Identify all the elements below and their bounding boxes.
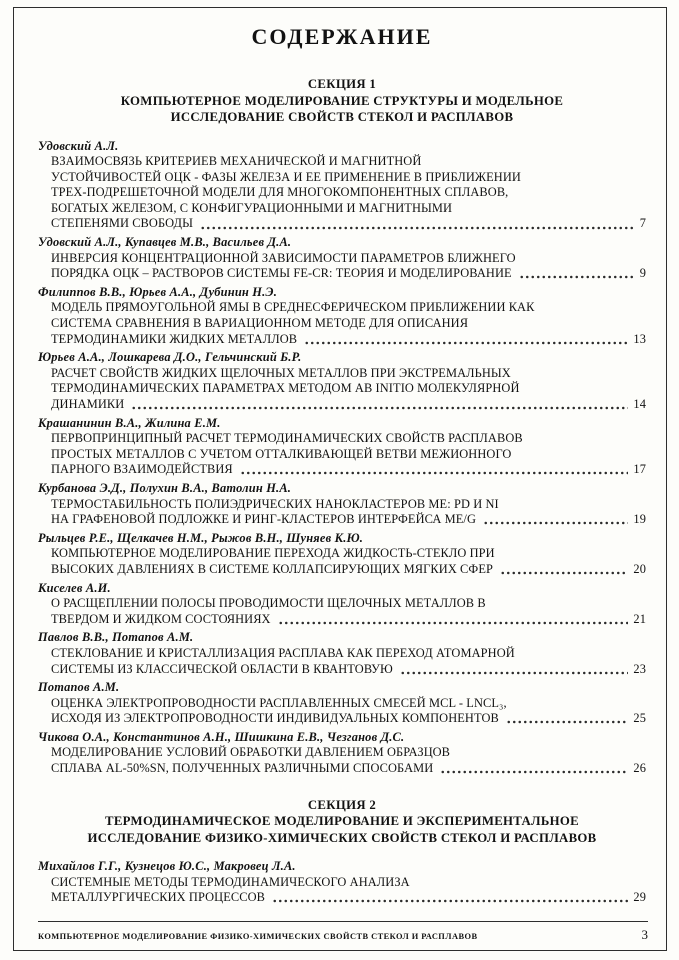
entry-title-text: УСТОЙЧИВОСТЕЙ ОЦК - ФАЗЫ ЖЕЛЕЗА И ЕЕ ПРИМЕНЕНИЕ В ПРИБЛИЖЕНИИ: [51, 169, 521, 184]
entry-authors: Михайлов Г.Г., Кузнецов Ю.С., Макровец Л.А.: [38, 859, 296, 874]
footer-page-number: 3: [641, 927, 648, 942]
dot-leader: [440, 770, 628, 774]
page-title: СОДЕРЖАНИЕ: [251, 24, 433, 49]
dot-leader: [506, 720, 629, 724]
entry-authors: Рыльцев Р.Е., Щелкачев Н.М., Рыжов В.Н., Шуняев К.Ю.: [38, 530, 364, 545]
dot-leader: [500, 571, 628, 575]
entry-page-number: 14: [633, 397, 646, 411]
entry-title-text: ВЗАИМОСВЯЗЬ КРИТЕРИЕВ МЕХАНИЧЕСКОЙ И МАГНИТНОЙ: [51, 154, 422, 169]
section-label: СЕКЦИЯ 2: [307, 797, 377, 812]
entry-title-text: КОМПЬЮТЕРНОЕ МОДЕЛИРОВАНИЕ ПЕРЕХОДА ЖИДКОСТЬ-СТЕКЛО ПРИ: [51, 546, 495, 561]
dot-leader: [131, 406, 628, 410]
entry-title-line: [38, 251, 646, 267]
entry-authors: Павлов В.В., Потапов А.М.: [38, 630, 194, 645]
entry-title-line: [38, 512, 646, 528]
entry-title-line: [38, 154, 646, 170]
entry-page-number: 25: [633, 711, 646, 726]
entry-title-text: ИСХОДЯ ИЗ ЭЛЕКТРОПРОВОДНОСТИ ИНДИВИДУАЛЬНЫХ КОМПОНЕНТОВ: [51, 711, 499, 726]
entry-authors: Потапов А.М.: [38, 680, 120, 695]
entry-title-line: [38, 696, 646, 712]
entry-title-text: МОДЕЛЬ ПРЯМОУГОЛЬНОЙ ЯМЫ В СРЕДНЕСФЕРИЧЕСКОМ ПРИБЛИЖЕНИИ КАК: [51, 300, 535, 315]
entry-title-text: ПОРЯДКА ОЦК – РАСТВОРОВ СИСТЕМЫ FE-CR: ТЕОРИЯ И МОДЕЛИРОВАНИЕ: [51, 266, 512, 281]
entry-title-line: [38, 890, 646, 906]
entry-title-line: [38, 185, 646, 201]
toc-section: [38, 797, 646, 906]
entry-title-text: СТЕПЕНЯМИ СВОБОДЫ: [51, 216, 193, 231]
entry-title-line: [38, 711, 646, 727]
entry-title-text: НА ГРАФЕНОВОЙ ПОДЛОЖКЕ И РИНГ-КЛАСТЕРОВ ИНТЕРФЕЙСА ME/G: [51, 512, 477, 527]
entry-title-line: [38, 761, 646, 777]
dot-leader: [240, 471, 629, 475]
toc-entry: [38, 680, 646, 727]
entry-title-text: СИСТЕМА СРАВНЕНИЯ В ВАРИАЦИОННОМ МЕТОДЕ ДЛЯ ОПИСАНИЯ: [51, 316, 469, 331]
entry-page-number: 23: [633, 661, 646, 676]
entry-title-line: [38, 431, 646, 447]
entry-title-line: [38, 875, 646, 891]
toc-entry: [38, 350, 646, 412]
section-entries: [38, 139, 646, 777]
entry-page-number: 20: [633, 561, 646, 576]
entry-title-line: [38, 546, 646, 562]
dot-leader: [200, 226, 635, 230]
entry-page-number: 19: [633, 512, 646, 527]
toc-entry: [38, 139, 646, 233]
entry-authors: Юрьев А.А., Лошкарева Д.О., Гельчинский Б.Р.: [38, 350, 302, 365]
entry-title-text: СТЕКЛОВАНИЕ И КРИСТАЛЛИЗАЦИЯ РАСПЛАВА КАК ПЕРЕХОД АТОМАРНОЙ: [51, 645, 515, 660]
entry-title-text: ТЕРМОСТАБИЛЬНОСТЬ ПОЛИЭДРИЧЕСКИХ НАНОКЛАСТЕРОВ ME: PD И NI: [51, 496, 499, 511]
entry-page-number: 9: [639, 266, 646, 281]
entry-title-text: ПАРНОГО ВЗАИМОДЕЙСТВИЯ: [51, 462, 233, 477]
toc-entry: [38, 235, 646, 282]
entry-title-line: [38, 662, 646, 678]
entry-authors: Филиппов В.В., Юрьев А.А., Дубинин Н.Э.: [38, 284, 277, 299]
toc-entry: [38, 481, 646, 528]
entry-page-number: 13: [633, 331, 646, 346]
entry-title-text: МОДЕЛИРОВАНИЕ УСЛОВИЙ ОБРАБОТКИ ДАВЛЕНИЕМ ОБРАЗЦОВ: [51, 745, 451, 760]
entry-title-line: [38, 612, 646, 628]
entry-title-line: [38, 201, 646, 217]
entry-title-text: ТВЕРДОМ И ЖИДКОМ СОСТОЯНИЯХ: [51, 611, 271, 626]
entry-title-text: ТЕРМОДИНАМИКИ ЖИДКИХ МЕТАЛЛОВ: [51, 331, 298, 346]
entry-title-text: СИСТЕМЫ ИЗ КЛАССИЧЕСКОЙ ОБЛАСТИ В КВАНТОВУЮ: [51, 661, 393, 676]
entry-title-line: [38, 497, 646, 513]
entry-title-text: ДИНАМИКИ: [51, 397, 125, 411]
entry-page-number: 21: [633, 611, 646, 626]
entry-title-line: [38, 300, 646, 316]
toc-entry: [38, 730, 646, 777]
entry-authors: Удовский А.Л., Купавцев М.В., Васильев Д.А.: [38, 235, 292, 250]
entry-page-number: 17: [633, 462, 646, 477]
entry-title-line: [38, 397, 646, 413]
toc-entry: [38, 581, 646, 628]
entry-title-line: [38, 381, 646, 397]
entry-authors: Чикова О.А., Константинов А.Н., Шишкина Е.В., Чезганов Д.С.: [38, 729, 405, 744]
toc-sections: [38, 76, 646, 906]
entry-title-text: О РАСЩЕПЛЕНИИ ПОЛОСЫ ПРОВОДИМОСТИ ЩЕЛОЧНЫХ МЕТАЛЛОВ В: [51, 596, 486, 611]
entry-title-line: [38, 366, 646, 382]
dot-leader: [483, 521, 628, 525]
entry-title-text: ИНВЕРСИЯ КОНЦЕНТРАЦИОННОЙ ЗАВИСИМОСТИ ПАРАМЕТРОВ БЛИЖНЕГО: [51, 250, 516, 265]
toc-entry: [38, 285, 646, 347]
entry-title-line: [38, 170, 646, 186]
entry-title-line: [38, 745, 646, 761]
dot-leader: [400, 671, 629, 675]
entry-title-line: [38, 646, 646, 662]
toc-section: [38, 76, 646, 777]
section-title: [38, 93, 646, 126]
entry-authors: Удовский А.Л.: [38, 138, 119, 153]
section-title-line: ИССЛЕДОВАНИЕ СВОЙСТВ СТЕКОЛ И РАСПЛАВОВ: [170, 110, 514, 124]
entry-title-line: [38, 266, 646, 282]
entry-title-line: [38, 462, 646, 478]
entry-page-number: 29: [633, 890, 646, 905]
entry-title-text: ПЕРВОПРИНЦИПНЫЙ РАСЧЕТ ТЕРМОДИНАМИЧЕСКИХ СВОЙСТВ РАСПЛАВОВ: [51, 431, 523, 446]
toc-entry: [38, 416, 646, 478]
entry-title-line: [38, 596, 646, 612]
entry-title-text: ПРОСТЫХ МЕТАЛЛОВ С УЧЕТОМ ОТТАЛКИВАЮЩЕЙ ВЕТВИ МЕЖИОННОГО: [51, 446, 512, 461]
entry-title-line: [38, 316, 646, 332]
section-title-line: ИССЛЕДОВАНИЕ ФИЗИКО-ХИМИЧЕСКИХ СВОЙСТВ СТЕКОЛ И РАСПЛАВОВ: [87, 830, 597, 845]
entry-title-text: БОГАТЫХ ЖЕЛЕЗОМ, С КОНФИГУРАЦИОННЫМИ И МАГНИТНЫМИ: [51, 200, 453, 215]
entry-title-text: РАСЧЕТ СВОЙСТВ ЖИДКИХ ЩЕЛОЧНЫХ МЕТАЛЛОВ ПРИ ЭКСТРЕМАЛЬНЫХ: [51, 365, 511, 380]
dot-leader: [272, 899, 628, 903]
footer-running-title: КОМПЬЮТЕРНОЕ МОДЕЛИРОВАНИЕ ФИЗИКО-ХИМИЧЕСКИХ СВОЙСТВ СТЕКОЛ И РАСПЛАВОВ: [38, 932, 478, 941]
entry-authors: Киселев А.И.: [38, 580, 111, 595]
entry-title-text: ВЫСОКИХ ДАВЛЕНИЯХ В СИСТЕМЕ КОЛЛАПСИРУЮЩИХ МЯГКИХ СФЕР: [51, 561, 493, 576]
toc-entry: [38, 531, 646, 578]
entry-title-text: МЕТАЛЛУРГИЧЕСКИХ ПРОЦЕССОВ: [51, 890, 266, 905]
section-title: [38, 813, 646, 846]
entry-title-text: СПЛАВА AL-50%SN, ПОЛУЧЕННЫХ РАЗЛИЧНЫМИ СПОСОБАМИ: [51, 761, 434, 776]
section-entries: [38, 859, 646, 906]
entry-title-text: ТРЕХ-ПОДРЕШЕТОЧНОЙ МОДЕЛИ ДЛЯ МНОГОКОМПОНЕНТНЫХ СПЛАВОВ,: [51, 185, 509, 200]
toc-entry: [38, 630, 646, 677]
dot-leader: [519, 275, 635, 279]
entry-authors: Крашанинин В.А., Жилина Е.М.: [38, 415, 221, 430]
entry-page-number: 7: [639, 216, 646, 231]
entry-title-text: ОЦЕНКА ЭЛЕКТРОПРОВОДНОСТИ РАСПЛАВЛЕННЫХ СМЕСЕЙ MCL - LNCL₃,: [51, 695, 507, 710]
entry-title-text: ТЕРМОДИНАМИЧЕСКИХ ПАРАМЕТРАХ МЕТОДОМ AB INITIO МОЛЕКУЛЯРНОЙ: [51, 381, 520, 396]
dot-leader: [278, 621, 629, 625]
entry-page-number: 26: [633, 761, 646, 776]
section-label: СЕКЦИЯ 1: [307, 77, 377, 91]
toc-entry: [38, 859, 646, 906]
entry-authors: Курбанова Э.Д., Полухин В.А., Ватолин Н.А.: [38, 480, 292, 495]
section-title-line: ТЕРМОДИНАМИЧЕСКОЕ МОДЕЛИРОВАНИЕ И ЭКСПЕРИМЕНТАЛЬНОЕ: [105, 814, 579, 829]
entry-title-text: СИСТЕМНЫЕ МЕТОДЫ ТЕРМОДИНАМИЧЕСКОГО АНАЛИЗА: [51, 874, 410, 889]
page-border-frame: [13, 7, 667, 951]
dot-leader: [304, 341, 628, 345]
entry-title-line: [38, 216, 646, 232]
entry-title-line: [38, 447, 646, 463]
page-footer: [38, 921, 648, 943]
section-title-line: КОМПЬЮТЕРНОЕ МОДЕЛИРОВАНИЕ СТРУКТУРЫ И МОДЕЛЬНОЕ: [120, 93, 564, 108]
entry-title-line: [38, 562, 646, 578]
entry-title-line: [38, 332, 646, 348]
